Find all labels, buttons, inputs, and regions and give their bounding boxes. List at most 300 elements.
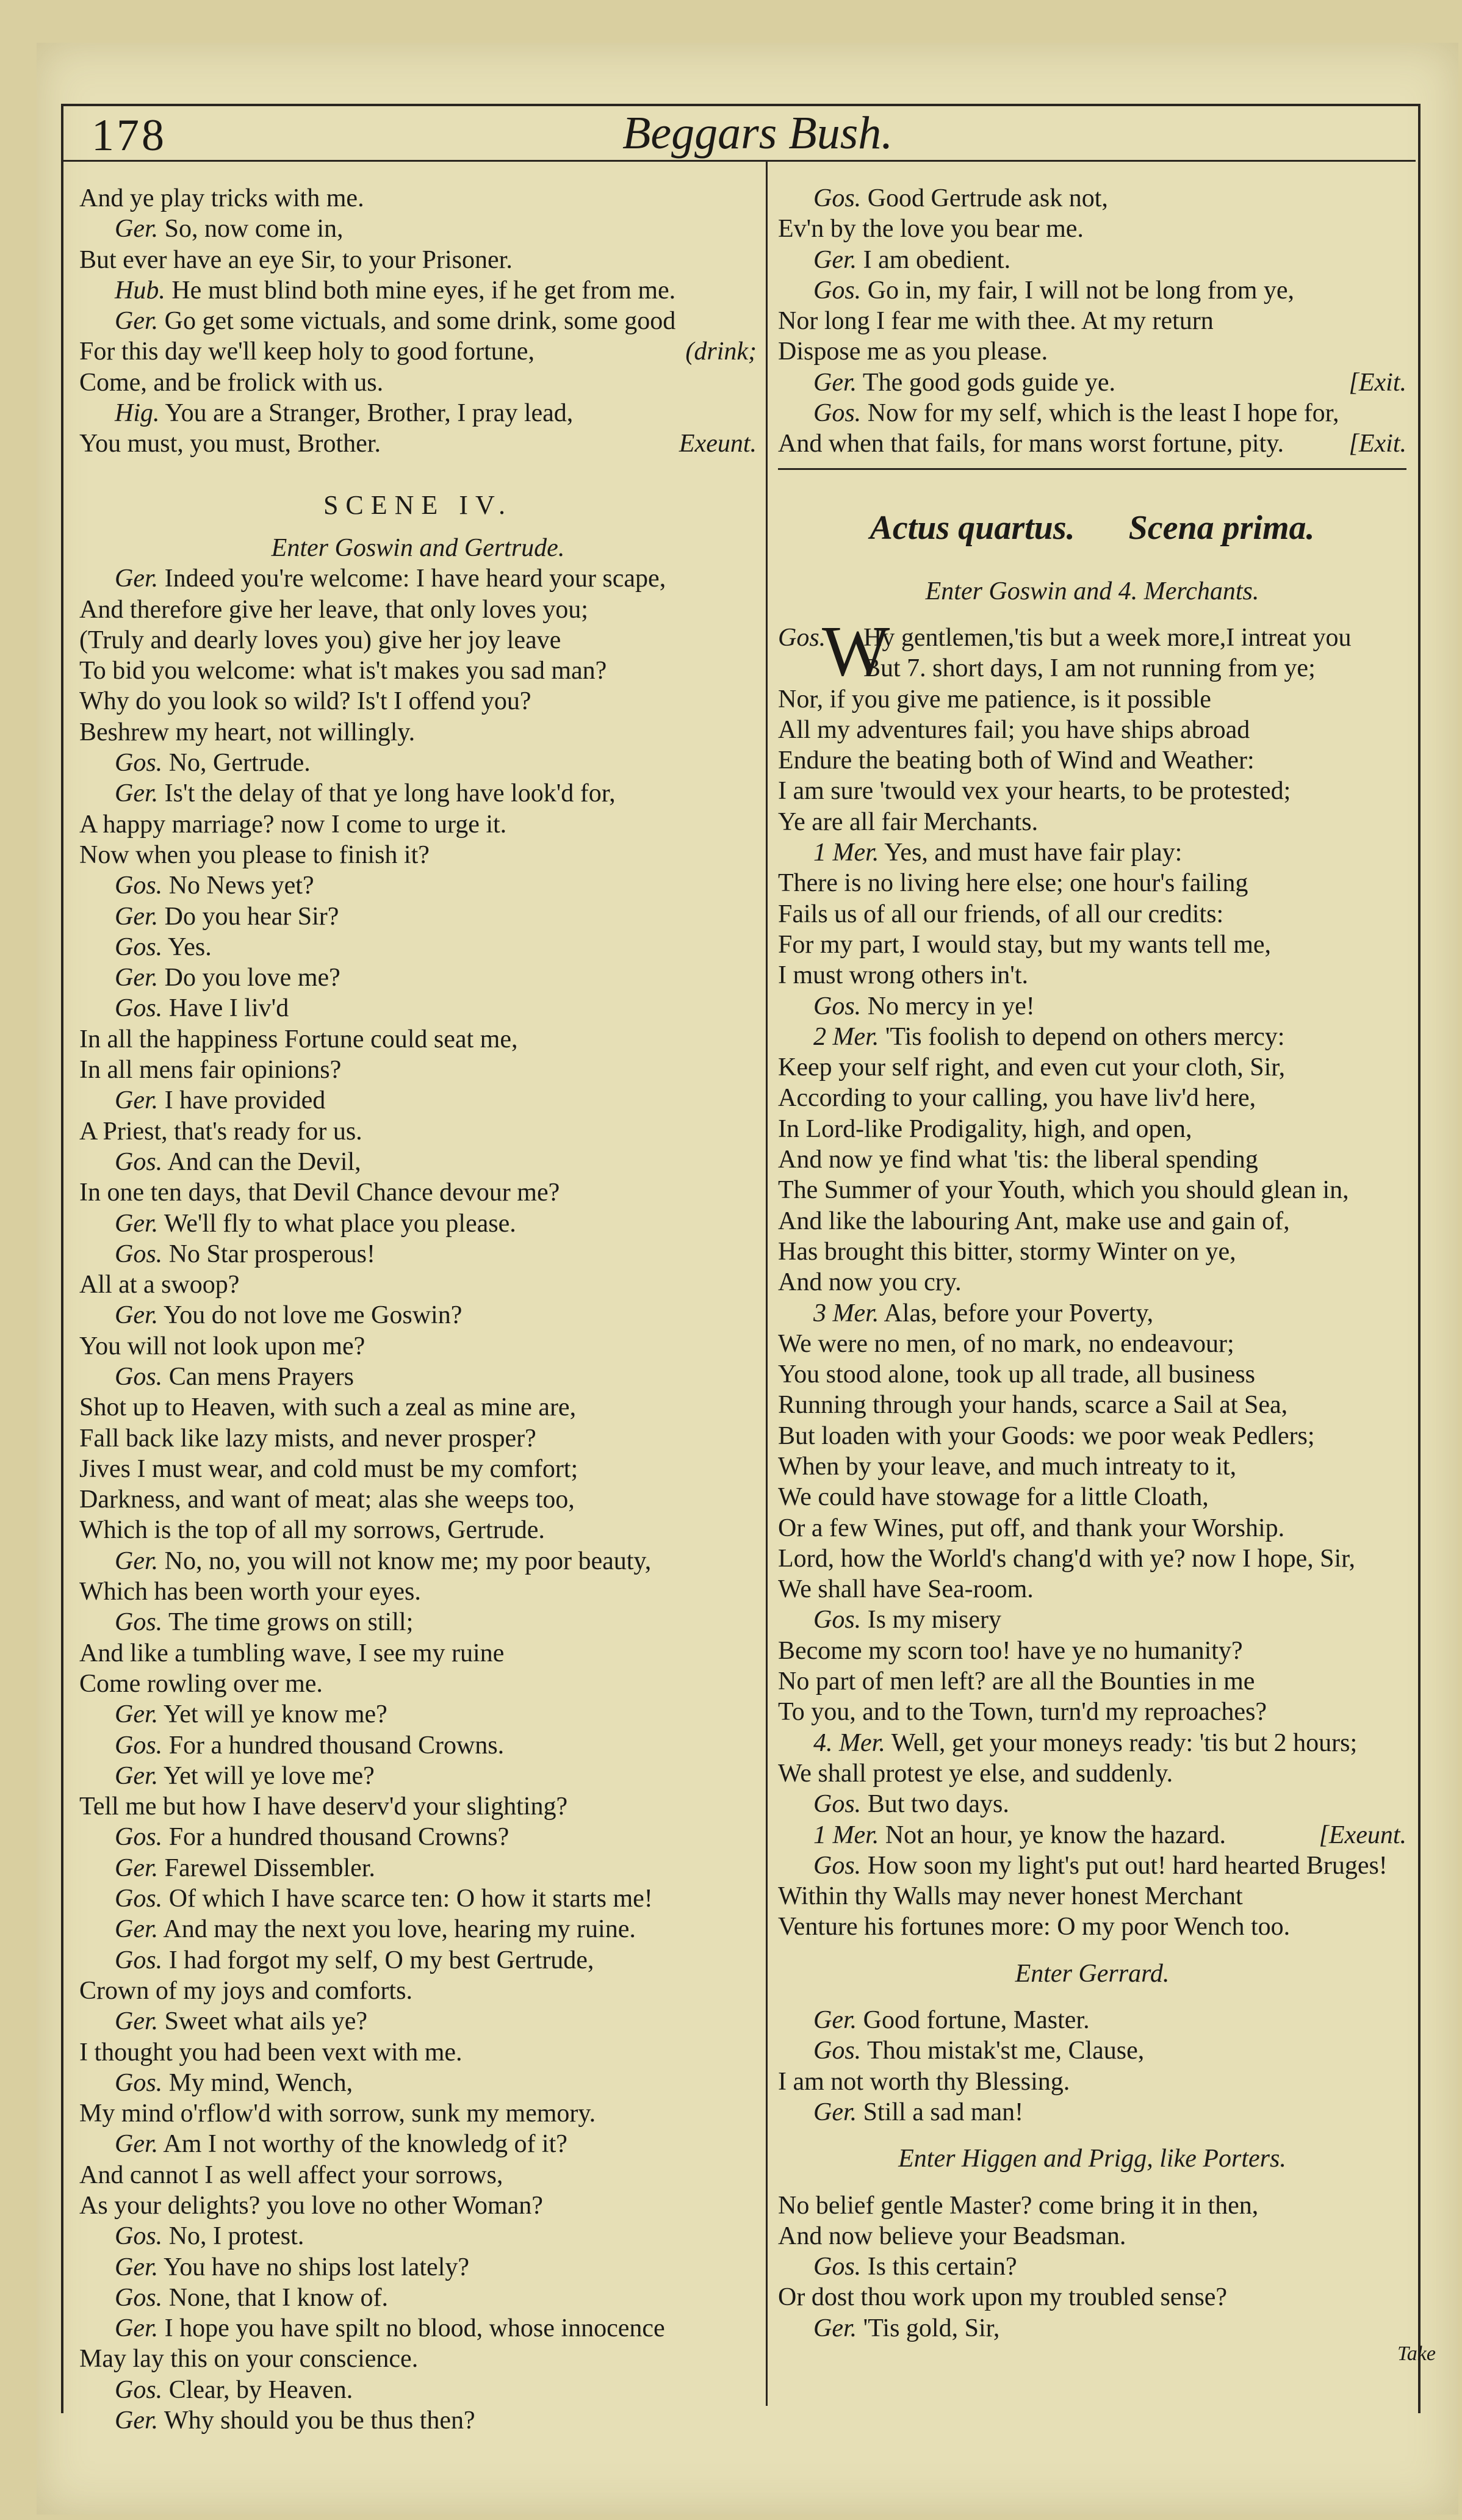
line-text: No, I protest.	[168, 2222, 304, 2251]
line-text: Nor, if you give me patience, is it possible	[778, 685, 1211, 713]
line-text: Keep your self right, and even cut your cloth, Sir,	[778, 1053, 1286, 1082]
line-text: But two days.	[867, 1790, 1009, 1819]
verse-line	[79, 1576, 757, 1607]
verse-line	[778, 1605, 1406, 1635]
line-text: 'Tis foolish to depend on others mercy:	[885, 1022, 1285, 1051]
line-text: Yet will ye love me?	[164, 1761, 375, 1790]
speaker: Ger.	[115, 2406, 159, 2435]
right-top-lines	[778, 183, 1406, 460]
line-text: Which has been worth your eyes.	[79, 1578, 421, 1606]
line-text: A happy marriage? now I come to urge it.	[79, 810, 507, 839]
verse-line	[79, 686, 757, 717]
line-text: Yet will ye know me?	[164, 1700, 387, 1729]
line-text: But ever have an eye Sir, to your Prisoner.	[79, 245, 513, 274]
verse-line	[79, 1454, 757, 1484]
verse-line	[778, 1329, 1406, 1359]
line-text: Endure the beating both of Wind and Weather:	[778, 746, 1255, 775]
verse-line	[79, 1853, 757, 1883]
line-text: Good fortune, Master.	[863, 2006, 1090, 2035]
verse-line	[79, 717, 757, 748]
verse-line	[79, 2221, 757, 2251]
line-text: Tell me but how I have deserv'd your slighting?	[79, 1793, 568, 1821]
line-text: Jives I must wear, and cold must be my comfort;	[79, 1454, 578, 1483]
left-column	[79, 183, 757, 2436]
line-text: Come rowling over me.	[79, 1669, 323, 1698]
line-text: No part of men left? are all the Bounties in me	[778, 1667, 1255, 1696]
verse-line	[79, 932, 757, 962]
verse-line	[778, 1728, 1406, 1758]
verse-line	[778, 336, 1406, 367]
line-text: And now you cry.	[778, 1268, 962, 1297]
speaker: Gos.	[115, 872, 163, 900]
line-text: And therefore give her leave, that only loves you;	[79, 595, 588, 624]
speaker: Ger.	[115, 964, 159, 992]
line-text: Now when you please to finish it?	[79, 840, 430, 869]
line-text: I am sure 'twould vex your hearts, to be protested;	[778, 777, 1291, 806]
verse-line	[79, 1791, 757, 1822]
scene-entry: Enter Goswin and Gertrude.	[271, 533, 565, 562]
verse-line	[79, 2129, 757, 2159]
speaker: Gos.	[115, 1731, 163, 1760]
verse-line	[778, 1206, 1406, 1237]
line-text: Hy gentlemen,'tis but a week more,I intreat you	[863, 623, 1352, 652]
verse-line	[79, 2160, 757, 2190]
column-divider	[766, 160, 768, 2406]
act-heading	[778, 494, 1406, 561]
verse-line	[778, 428, 1406, 459]
speaker: Ger.	[115, 779, 159, 808]
line-text: In all the happiness Fortune could seat me,	[79, 1025, 518, 1053]
verse-line	[778, 807, 1406, 837]
verse-line	[778, 1697, 1406, 1727]
line-text: No News yet?	[168, 872, 314, 900]
verse-line	[79, 1055, 757, 1085]
verse-line	[778, 1144, 1406, 1175]
line-text: Ye are all fair Merchants.	[778, 807, 1039, 836]
speaker: Gos.	[813, 1790, 862, 1819]
line-text: No, Gertrude.	[168, 749, 311, 778]
verse-line	[79, 183, 757, 214]
line-text: So, now come in,	[164, 215, 344, 244]
verse-line	[778, 1237, 1406, 1267]
line-text: 'Tis gold, Sir,	[863, 2314, 1000, 2342]
stage-cue: Exeunt.	[679, 430, 757, 458]
line-text: In Lord-like Prodigality, high, and open,	[778, 1114, 1192, 1143]
speaker: Ger.	[115, 2130, 159, 2159]
verse-line	[778, 1850, 1406, 1881]
speaker: Gos.	[813, 399, 862, 428]
verse-line	[79, 1730, 757, 1761]
line-text: For this day we'll keep holy to good fortune,	[79, 338, 535, 366]
page-number: 178	[92, 110, 167, 161]
verse-line	[79, 398, 757, 428]
line-text: In one ten days, that Devil Chance devour me?	[79, 1179, 560, 1207]
verse-line	[778, 715, 1406, 745]
line-text: Is my misery	[867, 1606, 1001, 1634]
verse-line	[79, 367, 757, 398]
verse-line	[778, 2067, 1406, 2097]
line-text: All my adventures fail; you have ships abroad	[778, 715, 1250, 744]
line-text: In all mens fair opinions?	[79, 1056, 342, 1085]
speaker: 1 Mer.	[813, 839, 879, 867]
verse-line	[778, 745, 1406, 776]
line-text: Within thy Walls may never honest Merchant	[778, 1882, 1243, 1911]
line-text: Yes, and must have fair play:	[884, 839, 1183, 867]
verse-line	[79, 1300, 757, 1330]
line-text: Fall back like lazy mists, and never prosper?	[79, 1424, 536, 1453]
line-text: No belief gentle Master? come bring it in then,	[778, 2191, 1259, 2220]
speaker: Ger.	[115, 2314, 159, 2343]
speaker: Ger.	[813, 368, 857, 397]
line-text: Shot up to Heaven, with such a zeal as mine are,	[79, 1393, 577, 1422]
line-text: We could have stowage for a little Cloath,	[778, 1483, 1209, 1512]
verse-line	[778, 1666, 1406, 1697]
verse-line	[79, 1822, 757, 1852]
line-text: My mind, Wench,	[168, 2068, 353, 2097]
line-text: Why should you be thus then?	[164, 2406, 475, 2435]
line-text: Or a few Wines, put off, and thank your Worship.	[778, 1514, 1285, 1542]
speaker: Gos.	[115, 749, 163, 778]
line-text: None, that I know of.	[168, 2283, 388, 2312]
verse-line	[79, 1392, 757, 1423]
verse-line	[79, 2098, 757, 2129]
verse-line	[79, 2068, 757, 2098]
verse-line	[778, 2005, 1406, 2035]
line-text: You are a Stranger, Brother, I pray lead,	[165, 399, 574, 428]
verse-line	[79, 1269, 757, 1300]
verse-line	[79, 2344, 757, 2374]
verse-line	[79, 1239, 757, 1269]
verse-line	[79, 748, 757, 778]
line-text: And like the labouring Ant, make use and gain of,	[778, 1207, 1290, 1235]
speaker: Ger.	[115, 2007, 159, 2036]
verse-line	[79, 809, 757, 840]
speaker: Ger.	[115, 1700, 159, 1729]
line-text: My mind o'rflow'd with sorrow, sunk my memory.	[79, 2099, 596, 2128]
line-text: May lay this on your conscience.	[79, 2345, 419, 2374]
verse-line	[778, 398, 1406, 428]
line-text: Not an hour, ye know the hazard.	[885, 1821, 1226, 1849]
stage-cue: [Exit.	[1349, 430, 1406, 458]
right-gerrard-lines	[778, 2005, 1406, 2128]
verse-line	[778, 1513, 1406, 1543]
verse-line	[778, 183, 1406, 214]
verse-line	[778, 2221, 1406, 2251]
verse-line	[79, 2190, 757, 2221]
line-text: The time grows on still;	[168, 1608, 414, 1637]
verse-line	[778, 1175, 1406, 1205]
speaker: Hub.	[115, 276, 165, 305]
line-text: I thought you had been vext with me.	[79, 2038, 463, 2067]
line-text: You must, you must, Brother.	[79, 430, 381, 458]
line-text: You stood alone, took up all trade, all business	[778, 1360, 1256, 1389]
verse-line	[79, 1699, 757, 1730]
right-final-lines	[778, 2190, 1406, 2344]
verse-line	[79, 2313, 757, 2344]
verse-line	[79, 2006, 757, 2037]
verse-line	[778, 2313, 1406, 2344]
section-rule	[778, 468, 1406, 470]
line-text: Do you love me?	[164, 964, 340, 992]
line-text: I hope you have spilt no blood, whose innocence	[164, 2314, 665, 2343]
verse-line	[778, 1574, 1406, 1605]
verse-line	[778, 2190, 1406, 2221]
line-text: Darkness, and want of meat; alas she weeps too,	[79, 1486, 575, 1514]
line-text: How soon my light's put out! hard hearted Bruges!	[867, 1851, 1388, 1880]
line-text: For a hundred thousand Crowns?	[168, 1823, 510, 1852]
verse-line	[778, 837, 1406, 868]
speaker: Gos.	[115, 2375, 163, 2404]
speaker: Gos.	[115, 933, 163, 961]
verse-line	[79, 870, 757, 901]
speaker: Gos.	[115, 1885, 163, 1913]
verse-line	[778, 1298, 1406, 1329]
verse-line	[79, 962, 757, 993]
speaker: Gos.	[813, 276, 862, 305]
line-text: And now believe your Beadsman.	[778, 2222, 1126, 2250]
speaker: 2 Mer.	[813, 1022, 879, 1051]
line-text: Of which I have scarce ten: O how it starts me!	[168, 1885, 653, 1913]
stage-cue: [Exeunt.	[1319, 1821, 1406, 1849]
speaker: Gos.	[813, 2037, 862, 2065]
line-text: Go get some victuals, and some drink, some good	[164, 307, 676, 336]
speaker: Ger.	[813, 2098, 857, 2126]
speaker: Gos.	[115, 1147, 163, 1176]
speaker: Gos.	[115, 2283, 163, 2312]
line-text: Become my scorn too! have ye no humanity?	[778, 1636, 1243, 1665]
line-text: Fails us of all our friends, of all our credits:	[778, 900, 1224, 928]
line-text: For my part, I would stay, but my wants tell me,	[778, 930, 1272, 959]
line-text: Which is the top of all my sorrows, Gertrude.	[79, 1516, 545, 1545]
stage-cue: [Exit.	[1349, 368, 1406, 397]
verse-line	[79, 901, 757, 932]
verse-line	[778, 960, 1406, 991]
line-text: The good gods guide ye.	[862, 368, 1116, 397]
verse-line	[79, 1362, 757, 1392]
spacer	[778, 2175, 1406, 2190]
line-text: Beshrew my heart, not willingly.	[79, 718, 416, 746]
line-text: Come, and be frolick with us.	[79, 368, 384, 397]
verse-line	[79, 306, 757, 336]
verse-line	[778, 1482, 1406, 1512]
verse-line	[79, 1484, 757, 1515]
line-text: Or dost thou work upon my troubled sense?	[778, 2283, 1228, 2312]
line-text: No, no, you will not know me; my poor beauty,	[164, 1547, 652, 1575]
verse-line	[778, 1359, 1406, 1390]
verse-line	[778, 684, 1406, 715]
line-text: You have no ships lost lately?	[164, 2253, 470, 2281]
verse-line	[79, 840, 757, 870]
line-text: I am obedient.	[863, 245, 1011, 274]
verse-line	[778, 1912, 1406, 1942]
line-text: And now ye find what 'tis: the liberal spending	[778, 1146, 1258, 1174]
speaker: Gos.	[115, 1823, 163, 1852]
speaker: Ger.	[115, 1761, 159, 1790]
verse-line	[778, 2282, 1406, 2312]
speaker: Gos.	[115, 1608, 163, 1637]
act-heading-2: Scena prima.	[1128, 508, 1315, 547]
spacer	[778, 561, 1406, 576]
verse-line	[79, 563, 757, 594]
speaker: Gos.	[115, 994, 163, 1023]
speaker: 1 Mer.	[813, 1821, 879, 1849]
line-text: We were no men, of no mark, no endeavour;	[778, 1329, 1234, 1358]
line-text: Am I not worthy of the knowledg of it?	[163, 2130, 567, 2159]
verse-line	[79, 275, 757, 306]
line-text: Indeed you're welcome: I have heard your scape,	[164, 565, 666, 593]
verse-line	[79, 1024, 757, 1055]
verse-line	[778, 306, 1406, 336]
speaker: Ger.	[115, 1086, 159, 1115]
line-text: Sweet what ails ye?	[164, 2007, 368, 2036]
line-text: Nor long I fear me with thee. At my return	[778, 307, 1214, 336]
verse-line	[79, 336, 757, 367]
spacer	[778, 1989, 1406, 2005]
line-text: To bid you welcome: what is't makes you sad man?	[79, 657, 607, 685]
line-text: Yes.	[168, 933, 212, 961]
entry-higgen: Enter Higgen and Prigg, like Porters.	[898, 2145, 1286, 2173]
scene-heading: SCENE IV.	[323, 489, 513, 520]
verse-line	[79, 2283, 757, 2313]
verse-line	[79, 594, 757, 625]
verse-line	[778, 899, 1406, 930]
line-text: We shall have Sea-room.	[778, 1575, 1034, 1604]
line-text: You will not look upon me?	[79, 1332, 366, 1360]
line-text: Alas, before your Poverty,	[884, 1299, 1154, 1327]
line-text: Farewel Dissembler.	[164, 1854, 375, 1882]
spacer	[79, 460, 757, 490]
line-text: I had forgot my self, O my best Gertrude,	[168, 1946, 594, 1974]
line-text: Is't the delay of that ye long have look'd for,	[164, 779, 616, 808]
line-text: According to your calling, you have liv'd here,	[778, 1084, 1256, 1113]
drop-cap-letter: W	[822, 610, 890, 691]
verse-line	[778, 245, 1406, 275]
verse-line	[79, 993, 757, 1024]
speaker: Ger.	[115, 1547, 159, 1575]
spacer	[79, 521, 757, 533]
speaker: Ger.	[115, 1209, 159, 1238]
speaker: Ger.	[813, 2314, 857, 2342]
line-text: Ev'n by the love you bear me.	[778, 215, 1084, 244]
speaker: 3 Mer.	[813, 1299, 879, 1327]
stage-cue: (drink;	[685, 338, 757, 366]
speaker: Hig.	[115, 399, 160, 428]
header-rule	[61, 160, 1416, 162]
entry-gerrard: Enter Gerrard.	[1015, 1959, 1170, 1988]
line-text: And ye play tricks with me.	[79, 184, 364, 212]
verse-line	[79, 1976, 757, 2006]
speaker: Ger.	[813, 245, 857, 274]
verse-line	[778, 1421, 1406, 1451]
verse-line	[778, 2251, 1406, 2282]
line-text: But loaden with your Goods: we poor weak Pedlers;	[778, 1421, 1315, 1450]
line-text: Go in, my fair, I will not be long from ye,	[867, 276, 1295, 305]
line-text: Have I liv'd	[168, 994, 289, 1023]
speaker: Gos.	[115, 1946, 163, 1974]
verse-line	[778, 2097, 1406, 2128]
speaker: Gos.	[813, 2253, 862, 2281]
line-text: I must wrong others in't.	[778, 961, 1029, 990]
line-text: The Summer of your Youth, which you should glean in,	[778, 1176, 1349, 1205]
verse-line	[79, 1423, 757, 1454]
verse-line	[79, 1638, 757, 1669]
speaker: Gos.	[115, 1240, 163, 1268]
line-text: You do not love me Goswin?	[164, 1301, 463, 1330]
line-text: And when that fails, for mans worst fortune, pity.	[778, 430, 1284, 458]
verse-line	[778, 930, 1406, 960]
verse-line	[79, 655, 757, 686]
verse-line	[79, 1607, 757, 1637]
verse-line	[778, 991, 1406, 1022]
verse-line	[778, 1451, 1406, 1482]
verse-line	[778, 1820, 1406, 1850]
verse-line	[79, 2252, 757, 2283]
speaker: Gos.	[115, 2222, 163, 2251]
verse-line	[79, 245, 757, 275]
line-text: Well, get your moneys ready: 'tis but 2 hours;	[891, 1728, 1358, 1757]
speaker: Ger.	[115, 215, 159, 244]
verse-line	[79, 1085, 757, 1116]
running-title: Beggars Bush.	[622, 107, 893, 159]
line-text: For a hundred thousand Crowns.	[168, 1731, 505, 1760]
verse-line	[79, 1208, 757, 1239]
right-act-lines	[778, 684, 1406, 1943]
verse-line	[778, 868, 1406, 898]
line-text: When by your leave, and much intreaty to it,	[778, 1452, 1237, 1481]
verse-line	[778, 1390, 1406, 1420]
line-text: Do you hear Sir?	[164, 902, 339, 931]
verse-line	[79, 2037, 757, 2068]
verse-line	[778, 1758, 1406, 1789]
line-text: And may the next you love, hearing my ruine.	[163, 1915, 636, 1944]
line-text: We'll fly to what place you please.	[164, 1209, 516, 1238]
verse-line	[79, 214, 757, 244]
act-heading-1: Actus quartus.	[870, 508, 1075, 547]
verse-line	[778, 1114, 1406, 1144]
speaker: Gos.	[115, 1362, 163, 1391]
verse-line	[79, 1177, 757, 1208]
verse-line	[79, 1914, 757, 1944]
line-text: And like a tumbling wave, I see my ruine	[79, 1639, 505, 1667]
speaker: Ger.	[115, 565, 159, 593]
line-text: No mercy in ye!	[867, 992, 1035, 1020]
verse-line	[79, 2405, 757, 2436]
speaker: Ger.	[115, 902, 159, 931]
line-text: We shall protest ye else, and suddenly.	[778, 1759, 1173, 1788]
line-text: Venture his fortunes more: O my poor Wench too.	[778, 1913, 1291, 1941]
line-text: Still a sad man!	[863, 2098, 1024, 2126]
speaker: Gos.	[813, 1606, 862, 1634]
spacer	[778, 2128, 1406, 2143]
speaker: Gos.	[115, 2068, 163, 2097]
line-text: Is this certain?	[867, 2253, 1017, 2281]
line-text: Good Gertrude ask not,	[867, 184, 1108, 212]
speaker: Gos.	[813, 992, 862, 1020]
line-text: Can mens Prayers	[168, 1362, 354, 1391]
verse-line	[778, 1052, 1406, 1083]
catchword: Take	[1397, 2342, 1436, 2365]
line-text: No Star prosperous!	[168, 1240, 375, 1268]
speaker: Ger.	[115, 1915, 159, 1944]
line-text: I have provided	[164, 1086, 326, 1115]
speaker: 4. Mer.	[813, 1728, 885, 1757]
verse-line	[79, 625, 757, 655]
speaker: Gos.	[813, 184, 862, 212]
verse-line	[778, 1267, 1406, 1298]
speaker: Ger.	[115, 307, 159, 336]
line-text: Clear, by Heaven.	[168, 2375, 353, 2404]
verse-line	[79, 1883, 757, 1914]
